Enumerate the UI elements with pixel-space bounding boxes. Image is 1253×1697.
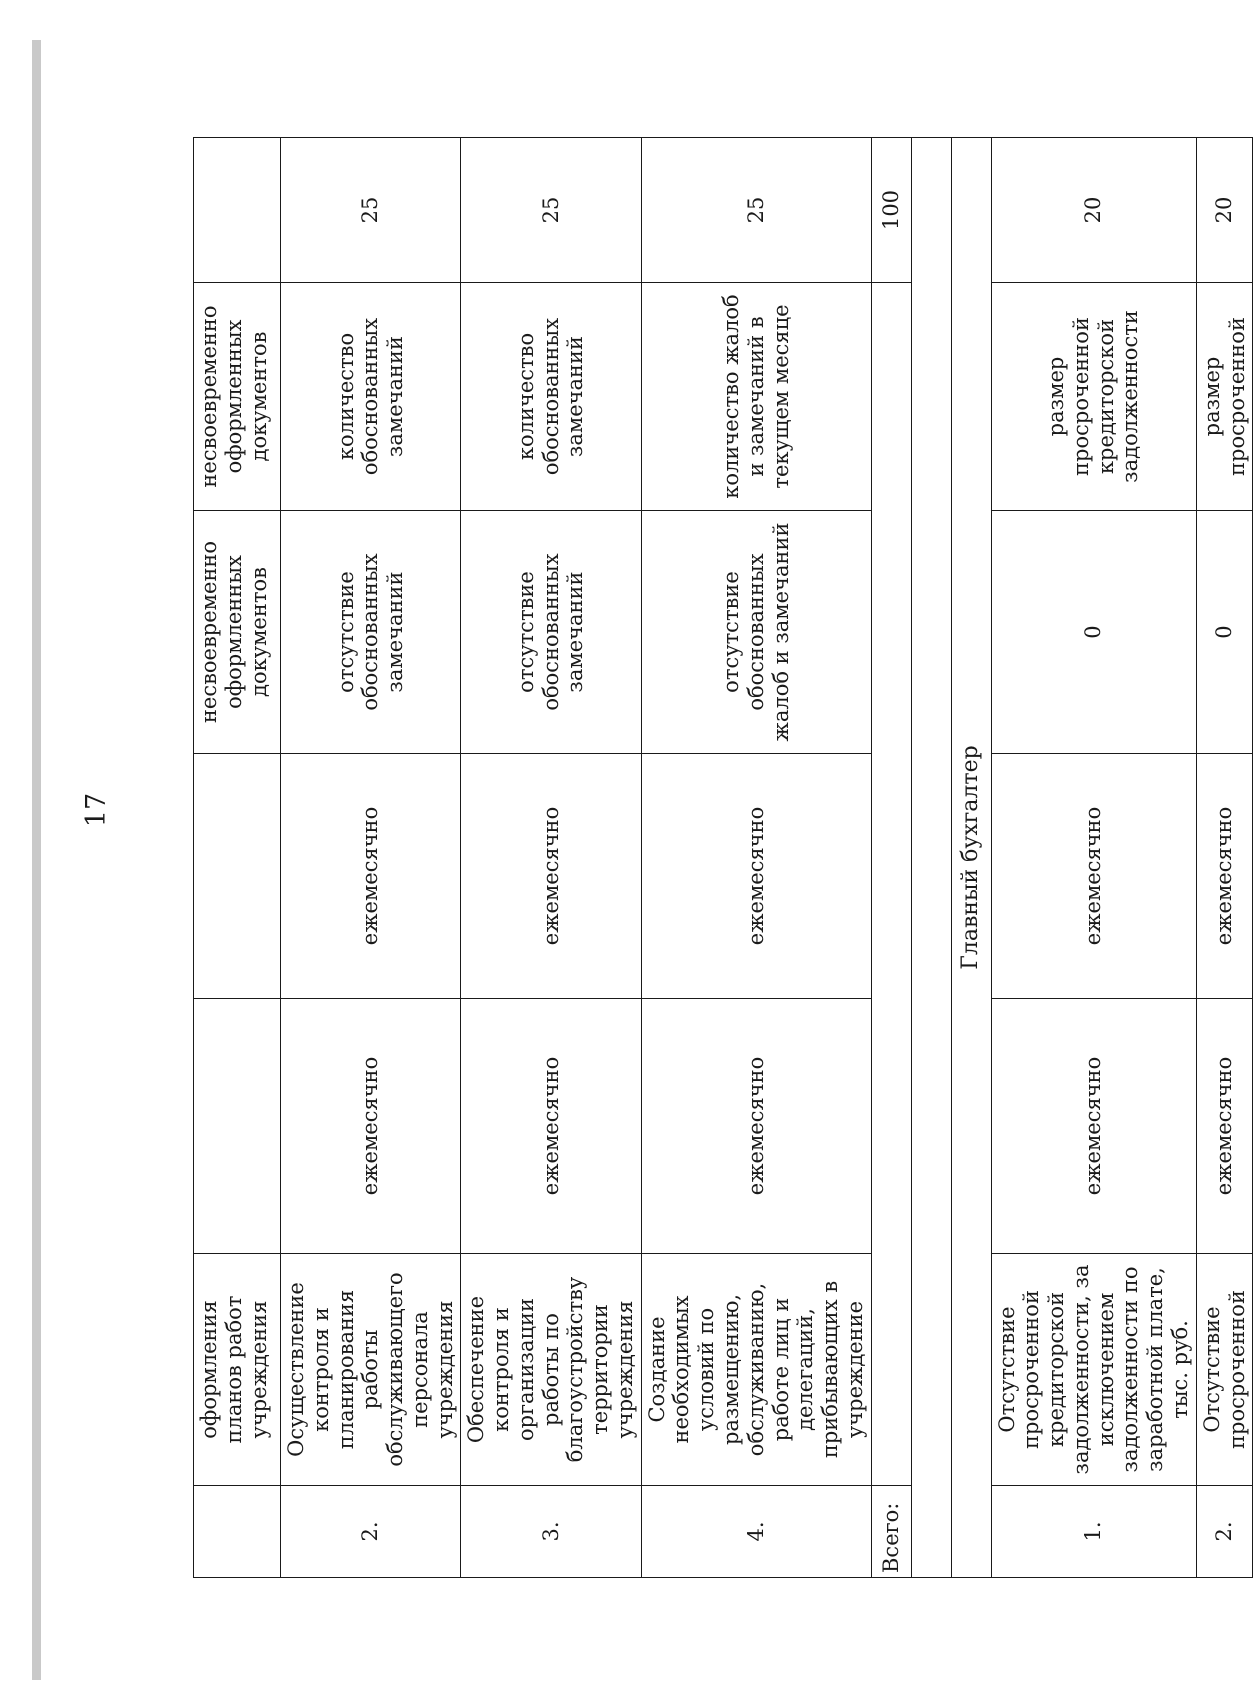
cell-period <box>194 999 281 1254</box>
cell-target: отсутствие обоснованных жалоб и замечаний <box>641 511 871 754</box>
cell-weight: 20 <box>991 138 1196 283</box>
cell-measure: несвоевременно оформленных документов <box>194 283 281 511</box>
cell-indicator: Осуществление контроля и планирования работы обслуживающего персонала учреждения <box>281 1254 461 1486</box>
cell-indicator: Обеспечение контроля и организации работы по благоустройству территории учреждения <box>461 1254 641 1486</box>
rotated-table-container <box>193 138 1249 1578</box>
cell-measure: количество жалоб и замечаний в текущем месяце <box>641 283 871 511</box>
table-row-continuation <box>194 138 281 1578</box>
cell-target: отсутствие обоснованных замечаний <box>281 511 461 754</box>
table-row <box>281 138 461 1578</box>
cell-measure: размер просроченной кредиторской задолженности <box>991 283 1196 511</box>
cell-measure: размер просроченной <box>1196 283 1253 511</box>
empty-cell <box>911 138 951 1578</box>
cell-num <box>194 1486 281 1578</box>
cell-indicator: Отсутствие просроченной кредиторской задолженности, за исключением задолженности по заработной плате, тыс. руб. <box>991 1254 1196 1486</box>
cell-num: 2. <box>1196 1486 1253 1578</box>
cell-target: 0 <box>991 511 1196 754</box>
cell-weight: 25 <box>281 138 461 283</box>
table-total-row <box>871 138 911 1578</box>
cell-weight: 25 <box>461 138 641 283</box>
cell-indicator: оформления планов работ учреждения <box>194 1254 281 1486</box>
cell-num: 2. <box>281 1486 461 1578</box>
cell-frequency: ежемесячно <box>281 754 461 999</box>
table-row <box>641 138 871 1578</box>
cell-measure: количество обоснованных замечаний <box>281 283 461 511</box>
cell-frequency <box>194 754 281 999</box>
total-label: Всего: <box>871 1486 911 1578</box>
cell-period: ежемесячно <box>641 999 871 1254</box>
cell-period: ежемесячно <box>281 999 461 1254</box>
cell-target: 0 <box>1196 511 1253 754</box>
section-title: Главный бухгалтер <box>951 138 991 1578</box>
cell-frequency: ежемесячно <box>641 754 871 999</box>
cell-weight: 20 <box>1196 138 1253 283</box>
scan-edge-shadow <box>32 40 41 1680</box>
cell-weight: 25 <box>641 138 871 283</box>
cell-target: отсутствие обоснованных замечаний <box>461 511 641 754</box>
table-row <box>461 138 641 1578</box>
cell-indicator: Отсутствие просроченной <box>1196 1254 1253 1486</box>
total-spacer <box>871 283 911 1486</box>
section-header-row <box>951 138 991 1578</box>
total-weight: 100 <box>871 138 911 283</box>
table-row <box>1196 138 1253 1578</box>
kpi-table <box>193 137 1253 1578</box>
cell-indicator: Создание необходимых условий по размещению, обслуживанию, работе лиц и делегаций, прибывающих в учреждение <box>641 1254 871 1486</box>
cell-period: ежемесячно <box>1196 999 1253 1254</box>
page-number: 17 <box>81 792 112 828</box>
table-empty-row <box>911 138 951 1578</box>
cell-period: ежемесячно <box>991 999 1196 1254</box>
cell-num: 1. <box>991 1486 1196 1578</box>
cell-frequency: ежемесячно <box>461 754 641 999</box>
cell-weight <box>194 138 281 283</box>
cell-period: ежемесячно <box>461 999 641 1254</box>
cell-num: 3. <box>461 1486 641 1578</box>
cell-measure: количество обоснованных замечаний <box>461 283 641 511</box>
table-row <box>991 138 1196 1578</box>
cell-num: 4. <box>641 1486 871 1578</box>
cell-target: несвоевременно оформленных документов <box>194 511 281 754</box>
cell-frequency: ежемесячно <box>991 754 1196 999</box>
cell-frequency: ежемесячно <box>1196 754 1253 999</box>
